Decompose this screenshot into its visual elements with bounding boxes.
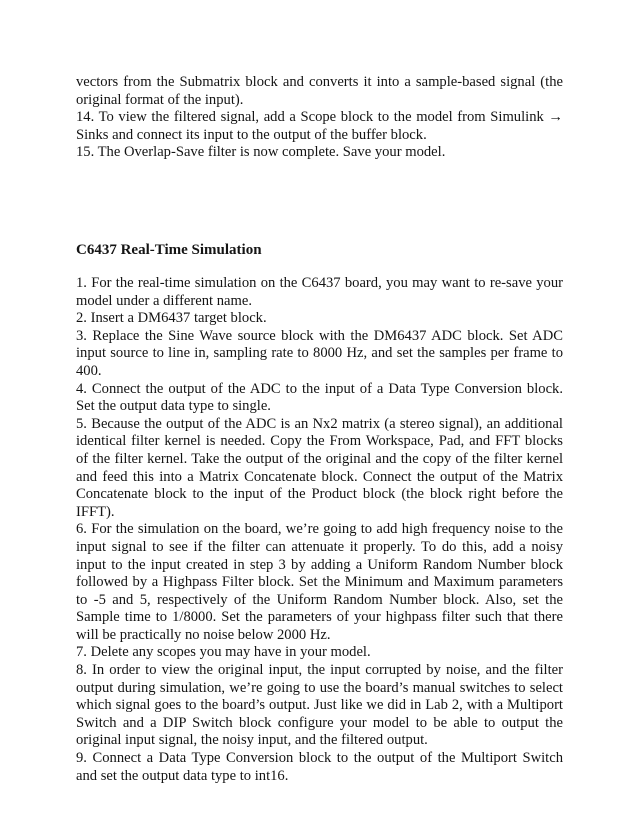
simulation-steps [76, 275, 563, 785]
step-8: 8. In order to view the original input, the input corrupted by noise, and the filter output during simulation, we’re going to use the board’s manual switches to select which signal goes to the board’s output. Just like we did in Lab 2, with a Multiport Switch and a DIP Switch block configure your model to be able to output the original input signal, the noisy input, and the filtered output. [76, 662, 563, 749]
paragraph-continued-vectors: vectors from the Submatrix block and converts it into a sample-based signal (the original format of the input). [76, 74, 563, 108]
step-7: 7. Delete any scopes you may have in your model. [76, 644, 371, 661]
step-3: 3. Replace the Sine Wave source block with the DM6437 ADC block. Set ADC input source to line in, sampling rate to 8000 Hz, and set the samples per frame to 400. [76, 327, 563, 379]
step-9: 9. Connect a Data Type Conversion block to the output of the Multiport Switch and set the output data type to int16. [76, 750, 563, 784]
paragraph-step-15: 15. The Overlap-Save filter is now complete. Save your model. [76, 144, 446, 161]
continued-steps [76, 74, 563, 162]
step-6: 6. For the simulation on the board, we’re going to add high frequency noise to the input signal to see if the filter can attenuate it properly. To do this, add a noisy input to the input created in step 3 by adding a Uniform Random Number block followed by a Highpass Filter block. Set the Minimum and Maximum parameters to -5 and 5, respectively of the Uniform Random Number block. Also, set the Sample time to 1/8000. Set the parameters of your highpass filter such that there will be practically no noise below 2000 Hz. [76, 521, 563, 643]
paragraph-step-14: 14. To view the filtered signal, add a Scope block to the model from Simulink → Sinks and connect its input to the output of the buffer block. [76, 109, 563, 143]
step-5: 5. Because the output of the ADC is an Nx2 matrix (a stereo signal), an additional identical filter kernel is needed. Copy the From Workspace, Pad, and FFT blocks of the filter kernel. Take the output of the original and the copy of the filter kernel and feed this into a Matrix Concatenate block. Connect the output of the Matrix Concatenate block to the input of the Product block (the block right before the IFFT). [76, 415, 563, 520]
step-1: 1. For the real-time simulation on the C6437 board, you may want to re-save your model under a different name. [76, 275, 563, 309]
section-heading: C6437 Real-Time Simulation [76, 242, 262, 258]
step-4: 4. Connect the output of the ADC to the input of a Data Type Conversion block. Set the output data type to single. [76, 380, 563, 415]
step-2: 2. Insert a DM6437 target block. [76, 310, 267, 327]
